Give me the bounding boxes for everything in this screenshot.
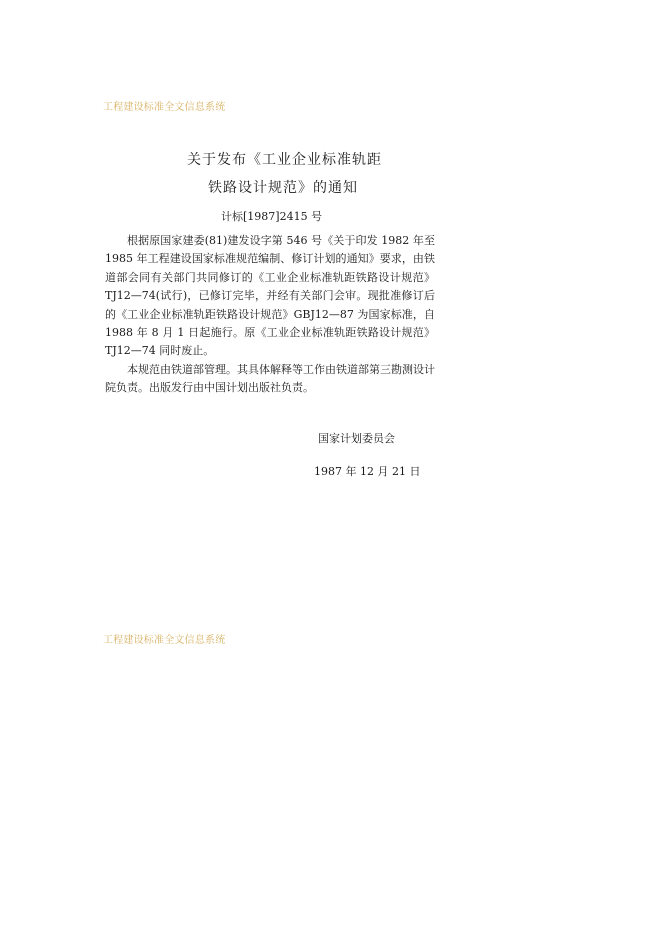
- issuer-name: 国家计划委员会: [318, 432, 395, 445]
- notice-paragraph-2: 本规范由铁道部管理。其具体解释等工作由铁道部第三勘测设计院负责。出版发行由中国计划出版社负责。: [105, 362, 435, 395]
- watermark-bottom: 工程建设标准全文信息系统: [103, 635, 226, 646]
- issue-date: 1987 年 12 月 21 日: [314, 465, 421, 478]
- notice-title-line-2: 铁路设计规范》的通知: [208, 180, 358, 196]
- notice-paragraph-1: 根据原国家建委(81)建发设字第 546 号《关于印发 1982 年至 1985 年工程建设国家标准规范编制、修订计划的通知》要求，由铁道部会同有关部门共同修订的《工业企业标准轨距铁路设计规范》TJ12—74(试行)，已修订完毕，并经有关部门会审。现批准修订后的《工业企业标准轨距铁路设计规范》GBJ12—87 为国家标准，自 1988 年 8 月 1 日起施行。原《工业企业标准轨距铁路设计规范》TJ12—74 同时废止。: [105, 234, 435, 358]
- notice-title-line-1: 关于发布《工业企业标准轨距: [187, 152, 382, 168]
- notice-body: [105, 232, 435, 398]
- watermark-top: 工程建设标准全文信息系统: [103, 102, 226, 113]
- document-number: 计标[1987]2415 号: [221, 210, 323, 223]
